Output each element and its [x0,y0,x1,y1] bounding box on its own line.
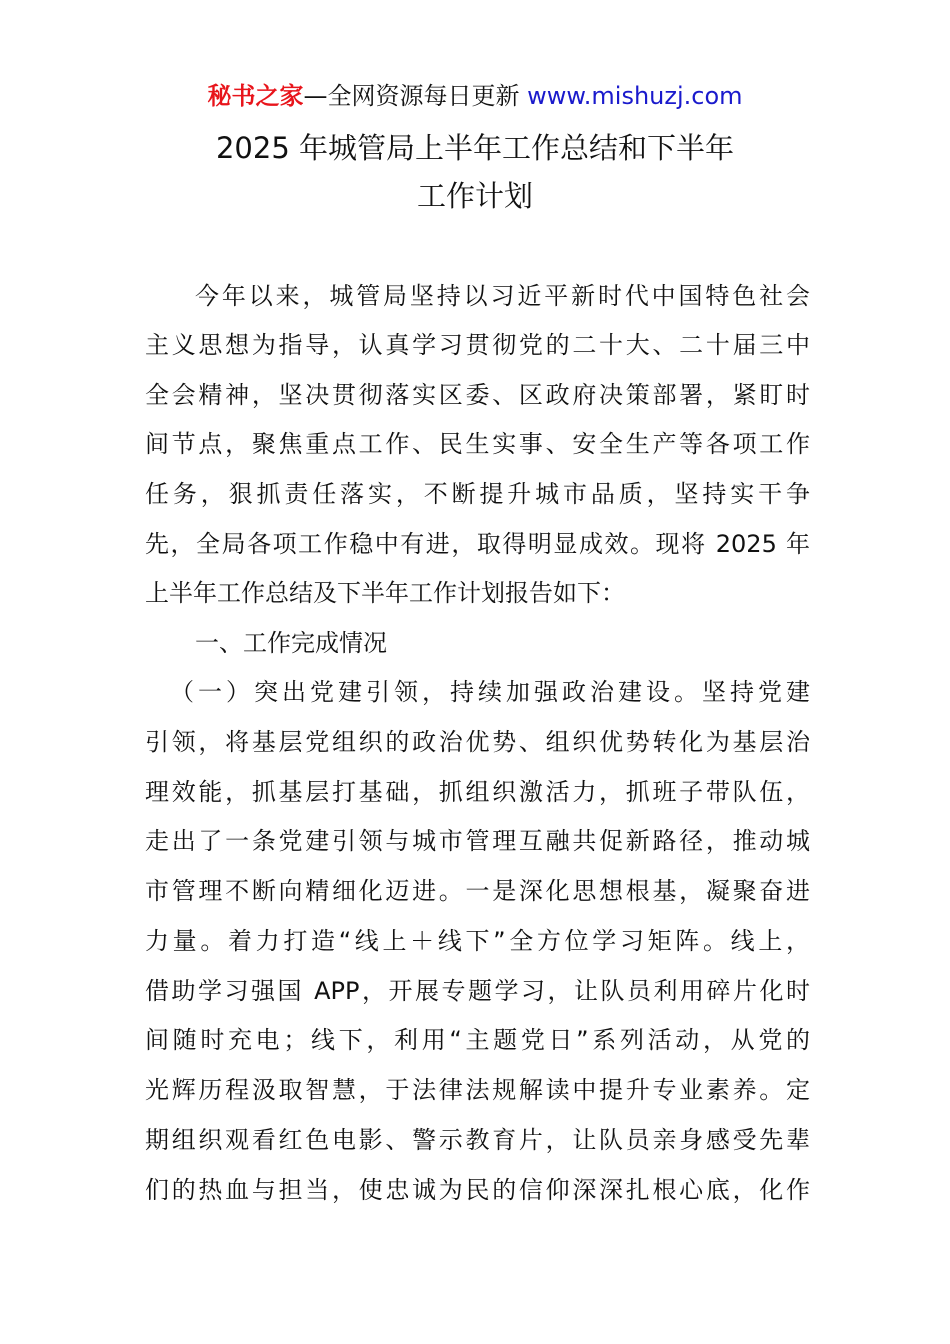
paragraph-intro-line-7: 上半年工作总结及下半年工作计划报告如下： [145,579,625,607]
site-brand: 秘书之家 [207,82,304,110]
paragraph-intro-line-5: 任务，狠抓责任落实，不断提升城市品质，坚持实干争 [145,480,810,508]
paragraph-section-1-line-3: 理效能，抓基层打基础，抓组织激活力，抓班子带队伍， [145,778,810,806]
site-header [0,80,950,112]
section-heading-1: 一、工作完成情况 [195,629,387,657]
paragraph-intro-line-4: 间节点，聚焦重点工作、民生实事、安全生产等各项工作 [145,430,810,458]
paragraph-section-1-line-8: 间随时充电；线下，利用“主题党日”系列活动，从党的 [145,1026,810,1054]
paragraph-section-1-line-6: 力量。着力打造“线上＋线下”全方位学习矩阵。线上， [145,927,810,955]
paragraph-section-1-line-9: 光辉历程汲取智慧，于法律法规解读中提升专业素养。定 [145,1076,810,1104]
paragraph-section-1-line-4: 走出了一条党建引领与城市管理互融共促新路径，推动城 [145,827,810,855]
paragraph-intro-line-3: 全会精神，坚决贯彻落实区委、区政府决策部署，紧盯时 [145,381,810,409]
site-url-link[interactable]: www.mishuzj.com [527,82,743,110]
paragraph-section-1-line-1: （一）突出党建引领，持续加强政治建设。坚持党建 [170,678,810,706]
paragraph-intro-line-1: 今年以来，城管局坚持以习近平新时代中国特色社会 [195,282,810,310]
paragraph-intro-line-6: 先，全局各项工作稳中有进，取得明显成效。现将 2025 年 [145,530,810,558]
paragraph-section-1-line-7: 借助学习强国 APP，开展专题学习，让队员利用碎片化时 [145,977,810,1005]
paragraph-section-1-line-11: 们的热血与担当，使忠诚为民的信仰深深扎根心底，化作 [145,1176,810,1204]
paragraph-intro-line-2: 主义思想为指导，认真学习贯彻党的二十大、二十届三中 [145,331,810,359]
document-title-line-2: 工作计划 [416,179,533,213]
paragraph-section-1-line-10: 期组织观看红色电影、警示教育片，让队员亲身感受先辈 [145,1126,810,1154]
site-tagline: —全网资源每日更新 [303,82,520,110]
paragraph-section-1-line-5: 市管理不断向精细化迈进。一是深化思想根基，凝聚奋进 [145,877,810,905]
paragraph-section-1-line-2: 引领，将基层党组织的政治优势、组织优势转化为基层治 [145,728,810,756]
document-title-line-1: 2025 年城管局上半年工作总结和下半年 [215,131,735,165]
